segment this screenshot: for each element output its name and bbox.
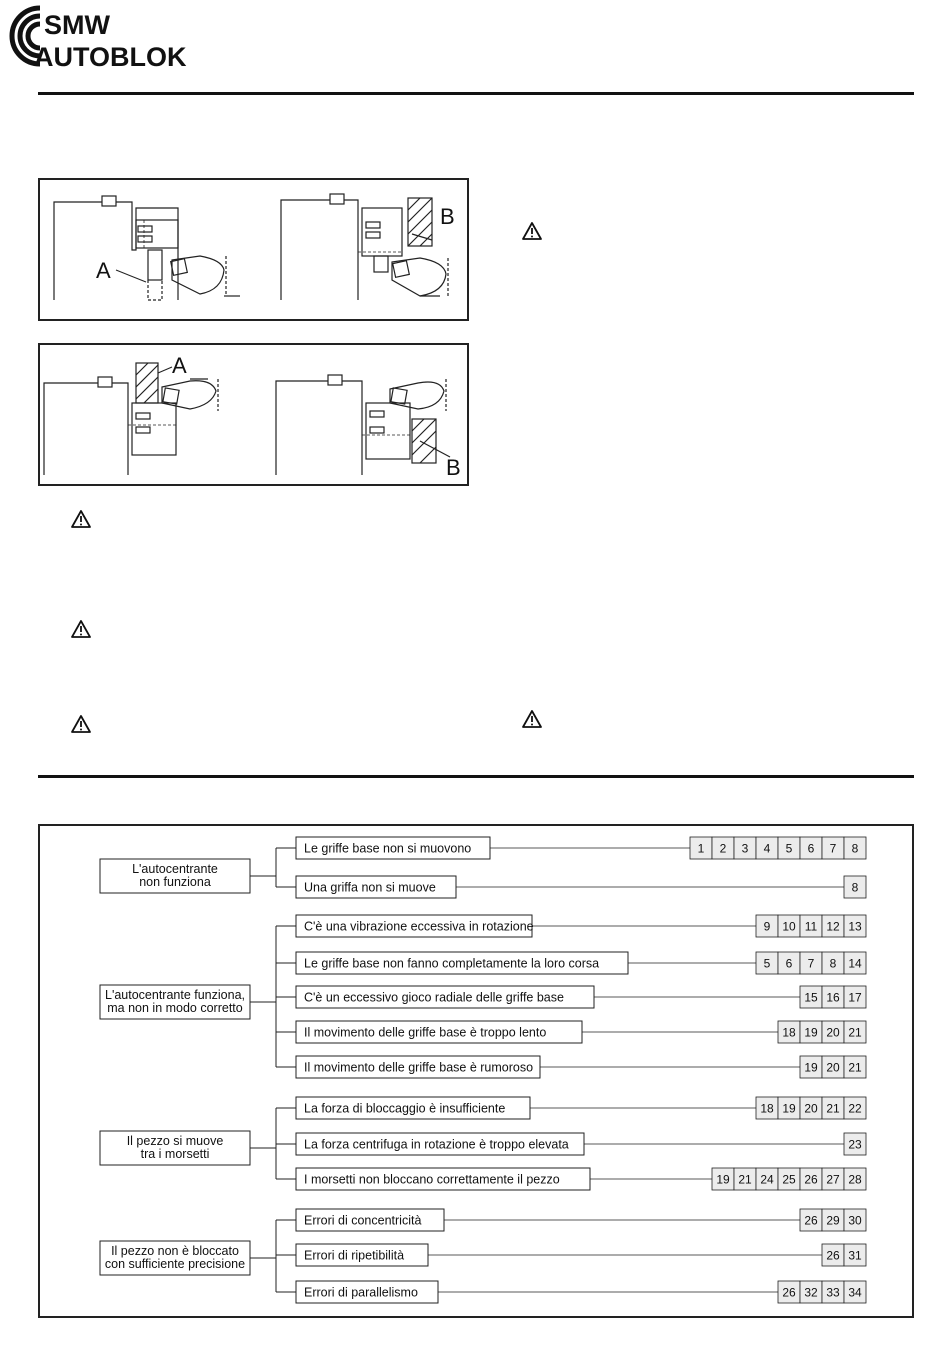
cause-code: 20 xyxy=(826,1060,840,1075)
problem-category-label: Il pezzo si muove xyxy=(126,1134,224,1148)
cause-code: 20 xyxy=(804,1101,818,1116)
problem-category-label: con sufficiente precisione xyxy=(104,1257,246,1271)
cause-code: 14 xyxy=(848,956,862,971)
symptom-label: La forza di bloccaggio è insufficiente xyxy=(304,1101,506,1116)
figure-label-a-bottom: A xyxy=(172,353,187,378)
symptom-label: Errori di parallelismo xyxy=(304,1285,418,1300)
symptom-row xyxy=(276,1281,866,1303)
symptom-label: La forza centrifuga in rotazione è troppo elevata xyxy=(304,1137,569,1152)
warning-icon xyxy=(521,709,543,729)
cause-code: 20 xyxy=(826,1025,840,1040)
problem-category-label: Il pezzo non è bloccato xyxy=(111,1244,239,1258)
symptom-row xyxy=(276,1244,866,1266)
smw-autoblok-logo xyxy=(0,0,190,72)
cause-code: 16 xyxy=(826,990,840,1005)
cause-code: 30 xyxy=(848,1213,862,1228)
logo-line-2: AUTOBLOK xyxy=(34,42,187,72)
cause-code: 21 xyxy=(738,1172,752,1187)
symptom-row xyxy=(276,1209,866,1231)
cause-code: 28 xyxy=(848,1172,862,1187)
problem-category-label: L'autocentrante xyxy=(132,862,218,876)
cause-code: 21 xyxy=(826,1101,840,1116)
warning-icon xyxy=(70,509,92,529)
warning-icon xyxy=(521,221,543,241)
cause-code: 7 xyxy=(807,956,815,971)
cause-code: 26 xyxy=(804,1172,818,1187)
cause-code: 7 xyxy=(829,841,837,856)
cause-code: 18 xyxy=(782,1025,796,1040)
problem-group xyxy=(100,1097,866,1190)
figure-label-a-top: A xyxy=(96,258,111,283)
symptom-label: Il movimento delle griffe base è troppo lento xyxy=(304,1025,547,1040)
cause-code: 6 xyxy=(785,956,793,971)
cause-code: 8 xyxy=(851,880,859,895)
symptom-row xyxy=(276,876,866,898)
symptom-label: Le griffe base non si muovono xyxy=(304,841,472,856)
cause-code: 33 xyxy=(826,1285,840,1300)
symptom-row xyxy=(276,1056,866,1078)
cause-code: 26 xyxy=(782,1285,796,1300)
symptom-row xyxy=(276,952,866,974)
cause-code: 32 xyxy=(804,1285,818,1300)
symptom-row xyxy=(276,915,866,937)
cause-code: 27 xyxy=(826,1172,840,1187)
cause-code: 5 xyxy=(763,956,771,971)
symptom-row xyxy=(276,1133,866,1155)
cause-code: 8 xyxy=(851,841,859,856)
logo-line-1: SMW xyxy=(44,10,110,40)
problem-category-label: non funziona xyxy=(139,875,211,889)
chuck-mounting-drawing-bottom xyxy=(40,345,467,484)
warning-icon xyxy=(70,619,92,639)
figure-label-b-bottom: B xyxy=(446,455,461,480)
symptom-row xyxy=(276,1168,866,1190)
symptom-label: C'è una vibrazione eccessiva in rotazione xyxy=(304,919,534,934)
cause-code: 9 xyxy=(763,919,771,934)
problem-category-label: L'autocentrante funziona, xyxy=(105,988,245,1002)
cause-code: 18 xyxy=(760,1101,774,1116)
cause-code: 19 xyxy=(804,1025,818,1040)
cause-code: 5 xyxy=(785,841,793,856)
symptom-row xyxy=(276,837,866,859)
cause-code: 17 xyxy=(848,990,862,1005)
cause-code: 23 xyxy=(848,1137,862,1152)
cause-code: 4 xyxy=(763,841,771,856)
cause-code: 19 xyxy=(782,1101,796,1116)
cause-code: 13 xyxy=(848,919,862,934)
cause-code: 26 xyxy=(826,1248,840,1263)
cause-code: 29 xyxy=(826,1213,840,1228)
symptom-label: I morsetti non bloccano correttamente il pezzo xyxy=(304,1172,560,1187)
cause-code: 2 xyxy=(719,841,727,856)
symptom-label: Errori di concentricità xyxy=(304,1213,422,1228)
section-rule xyxy=(38,775,914,778)
troubleshooting-tree xyxy=(40,826,912,1316)
symptom-row xyxy=(276,1021,866,1043)
cause-code: 10 xyxy=(782,919,796,934)
cause-code: 21 xyxy=(848,1025,862,1040)
symptom-label: Le griffe base non fanno completamente la loro corsa xyxy=(304,956,600,971)
problem-category-label: ma non in modo corretto xyxy=(107,1001,243,1015)
symptom-label: Il movimento delle griffe base è rumoroso xyxy=(304,1060,534,1075)
problem-group xyxy=(100,915,866,1078)
symptom-label: Una griffa non si muove xyxy=(304,880,436,895)
symptom-label: Errori di ripetibilità xyxy=(304,1248,405,1263)
symptom-row xyxy=(276,1097,866,1119)
symptom-label: C'è un eccessivo gioco radiale delle griffe base xyxy=(304,990,564,1005)
cause-code: 11 xyxy=(804,919,818,934)
cause-code: 1 xyxy=(697,841,705,856)
cause-code: 21 xyxy=(848,1060,862,1075)
cause-code: 6 xyxy=(807,841,815,856)
warning-icon xyxy=(70,714,92,734)
problem-category-label: tra i morsetti xyxy=(140,1147,210,1161)
troubleshooting-diagram xyxy=(38,824,914,1318)
cause-code: 12 xyxy=(826,919,840,934)
header-rule xyxy=(38,92,914,95)
cause-code: 24 xyxy=(760,1172,774,1187)
cause-code: 25 xyxy=(782,1172,796,1187)
cause-code: 3 xyxy=(741,841,749,856)
figure-box-top xyxy=(38,178,469,321)
cause-code: 22 xyxy=(848,1101,862,1116)
figure-box-bottom xyxy=(38,343,469,486)
problem-group xyxy=(100,837,866,898)
cause-code: 19 xyxy=(716,1172,730,1187)
symptom-row xyxy=(276,986,866,1008)
chuck-mounting-drawing-top xyxy=(40,180,467,319)
cause-code: 34 xyxy=(848,1285,862,1300)
figure-label-b-top: B xyxy=(440,204,455,229)
cause-code: 31 xyxy=(848,1248,862,1263)
cause-code: 26 xyxy=(804,1213,818,1228)
cause-code: 15 xyxy=(804,990,818,1005)
cause-code: 19 xyxy=(804,1060,818,1075)
problem-group xyxy=(100,1209,866,1303)
cause-code: 8 xyxy=(829,956,837,971)
